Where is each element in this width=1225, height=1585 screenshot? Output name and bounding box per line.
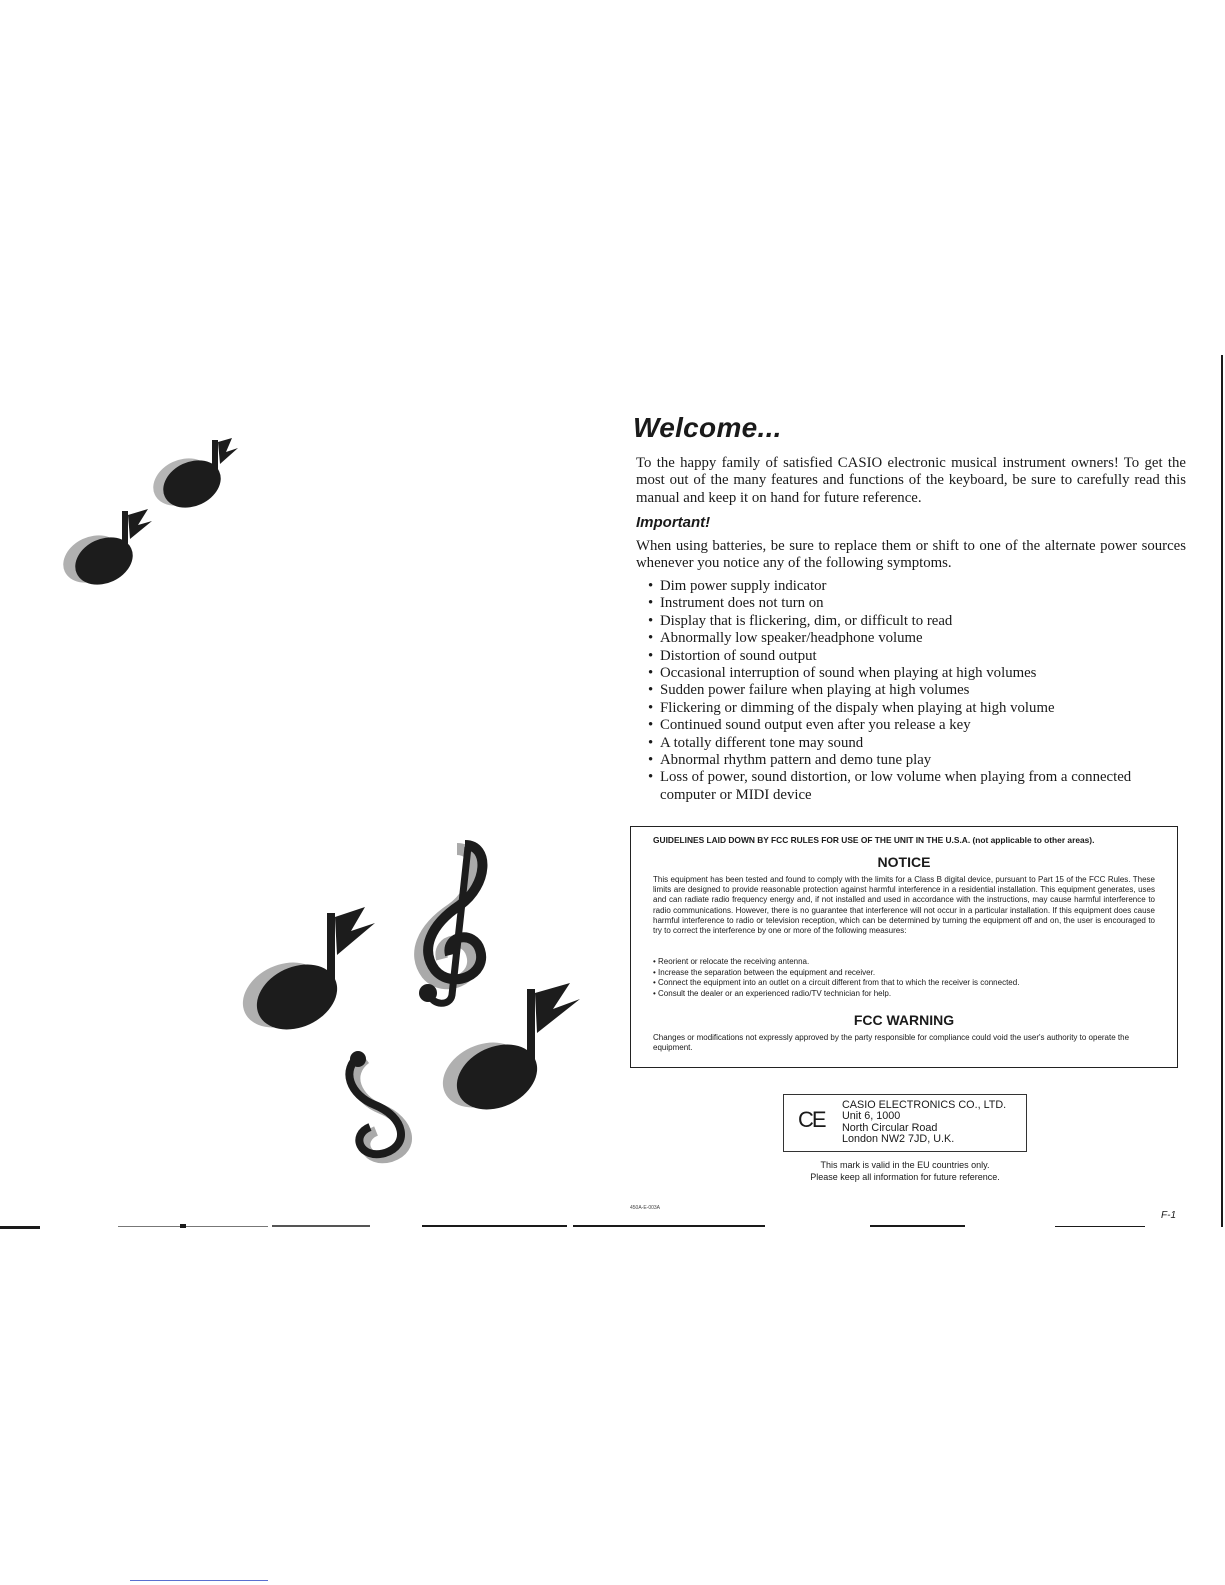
list-item: • A totally different tone may sound xyxy=(648,735,1188,752)
list-item: • Consult the dealer or an experienced radio/TV technician for help. xyxy=(653,988,892,998)
page-title: Welcome... xyxy=(633,412,782,443)
document-code: 450A-E-003A xyxy=(630,1205,661,1211)
right-rule xyxy=(1221,355,1223,1227)
list-item: • Dim power supply indicator xyxy=(648,578,1188,595)
list-item: • Display that is flickering, dim, or difficult to read xyxy=(648,613,1188,630)
bottom-rule xyxy=(0,1226,40,1229)
music-note-icon xyxy=(225,895,390,1045)
ce-address xyxy=(842,1100,1006,1146)
address-line: Unit 6, 1000 xyxy=(842,1110,901,1123)
notice-title: NOTICE xyxy=(877,854,931,870)
fcc-guidelines-heading: GUIDELINES LAID DOWN BY FCC RULES FOR USE OF THE UNIT IN THE U.S.A. (not applicable to other areas). xyxy=(653,835,1095,845)
fcc-warning-title: FCC WARNING xyxy=(853,1012,955,1028)
music-note-icon xyxy=(52,505,162,595)
address-line: North Circular Road xyxy=(842,1121,938,1134)
bottom-rule xyxy=(272,1225,370,1227)
measures-list xyxy=(653,957,1155,999)
music-note-icon xyxy=(425,975,590,1125)
list-item: • Abnormal rhythm pattern and demo tune play xyxy=(648,752,1188,769)
bottom-rule xyxy=(180,1224,186,1228)
ce-mark-icon: CE xyxy=(798,1107,825,1132)
intro-paragraph: To the happy family of satisfied CASIO electronic musical instrument owners! To get the most out of the many features and functions of the keyboard, be sure to carefully read this manual and keep it on hand for future reference. xyxy=(636,455,1186,506)
page-number: F-1 xyxy=(1161,1210,1176,1221)
bottom-rule xyxy=(1055,1226,1145,1227)
list-item: • Loss of power, sound distortion, or low volume when playing from a connected computer or MIDI device xyxy=(648,769,1188,804)
list-item: • Occasional interruption of sound when playing at high volumes xyxy=(648,665,1188,682)
bottom-rule xyxy=(422,1225,567,1227)
ce-note-line: This mark is valid in the EU countries only. xyxy=(820,1160,990,1170)
bottom-rule xyxy=(118,1226,268,1227)
fcc-warning-text: Changes or modifications not expressly approved by the party responsible for compliance could void the user's authority to operate the equipment. xyxy=(653,1033,1130,1053)
important-paragraph: When using batteries, be sure to replace them or shift to one of the alternate power sources whenever you notice any of the following symptoms. xyxy=(636,538,1186,572)
list-item: • Connect the equipment into an outlet on a circuit different from that to which the receiver is connected. xyxy=(653,978,1020,987)
list-item: • Increase the separation between the equipment and receiver. xyxy=(653,967,876,977)
list-item: • Reorient or relocate the receiving antenna. xyxy=(653,957,810,966)
list-item: • Abnormally low speaker/headphone volume xyxy=(648,630,1188,647)
list-item: • Flickering or dimming of the dispaly when playing at high volume xyxy=(648,700,1188,717)
list-item: • Distortion of sound output xyxy=(648,648,1188,665)
ce-box xyxy=(783,1094,1027,1152)
ce-note-line: Please keep all information for future reference. xyxy=(810,1171,1000,1182)
symptom-list xyxy=(648,578,1188,804)
list-item: • Sudden power failure when playing at high volumes xyxy=(648,682,1188,699)
address-line: London NW2 7JD, U.K. xyxy=(842,1133,955,1146)
address-line: CASIO ELECTRONICS CO., LTD. xyxy=(842,1099,1007,1111)
notice-text: This equipment has been tested and found to comply with the limits for a Class B digital device, pursuant to Part 15 of the FCC Rules. These limits are designed to provide reasonable protection against harmful interference in a residential installation. This equipment generates, uses and can radiate radio frequency energy and, if not installed and used in accordance with the instructions, may cause harmful interference to radio communications. However, there is no guarantee that interference will not occur in a particular installation. If this equipment does cause harmful interference to radio or television reception, which can be determined by turning the equipment off and on, the user is encouraged to try to correct the interference by one or more of the following measures: xyxy=(653,875,1155,936)
ce-note xyxy=(783,1160,1027,1183)
list-item: • Instrument does not turn on xyxy=(648,595,1188,612)
bottom-link-rule xyxy=(130,1580,268,1581)
list-item: • Continued sound output even after you release a key xyxy=(648,717,1188,734)
important-heading: Important! xyxy=(636,514,711,531)
treble-clef-icon xyxy=(330,1045,430,1165)
bottom-rule xyxy=(870,1225,965,1227)
bottom-rule xyxy=(573,1225,765,1227)
fcc-notice-box xyxy=(630,826,1178,1068)
